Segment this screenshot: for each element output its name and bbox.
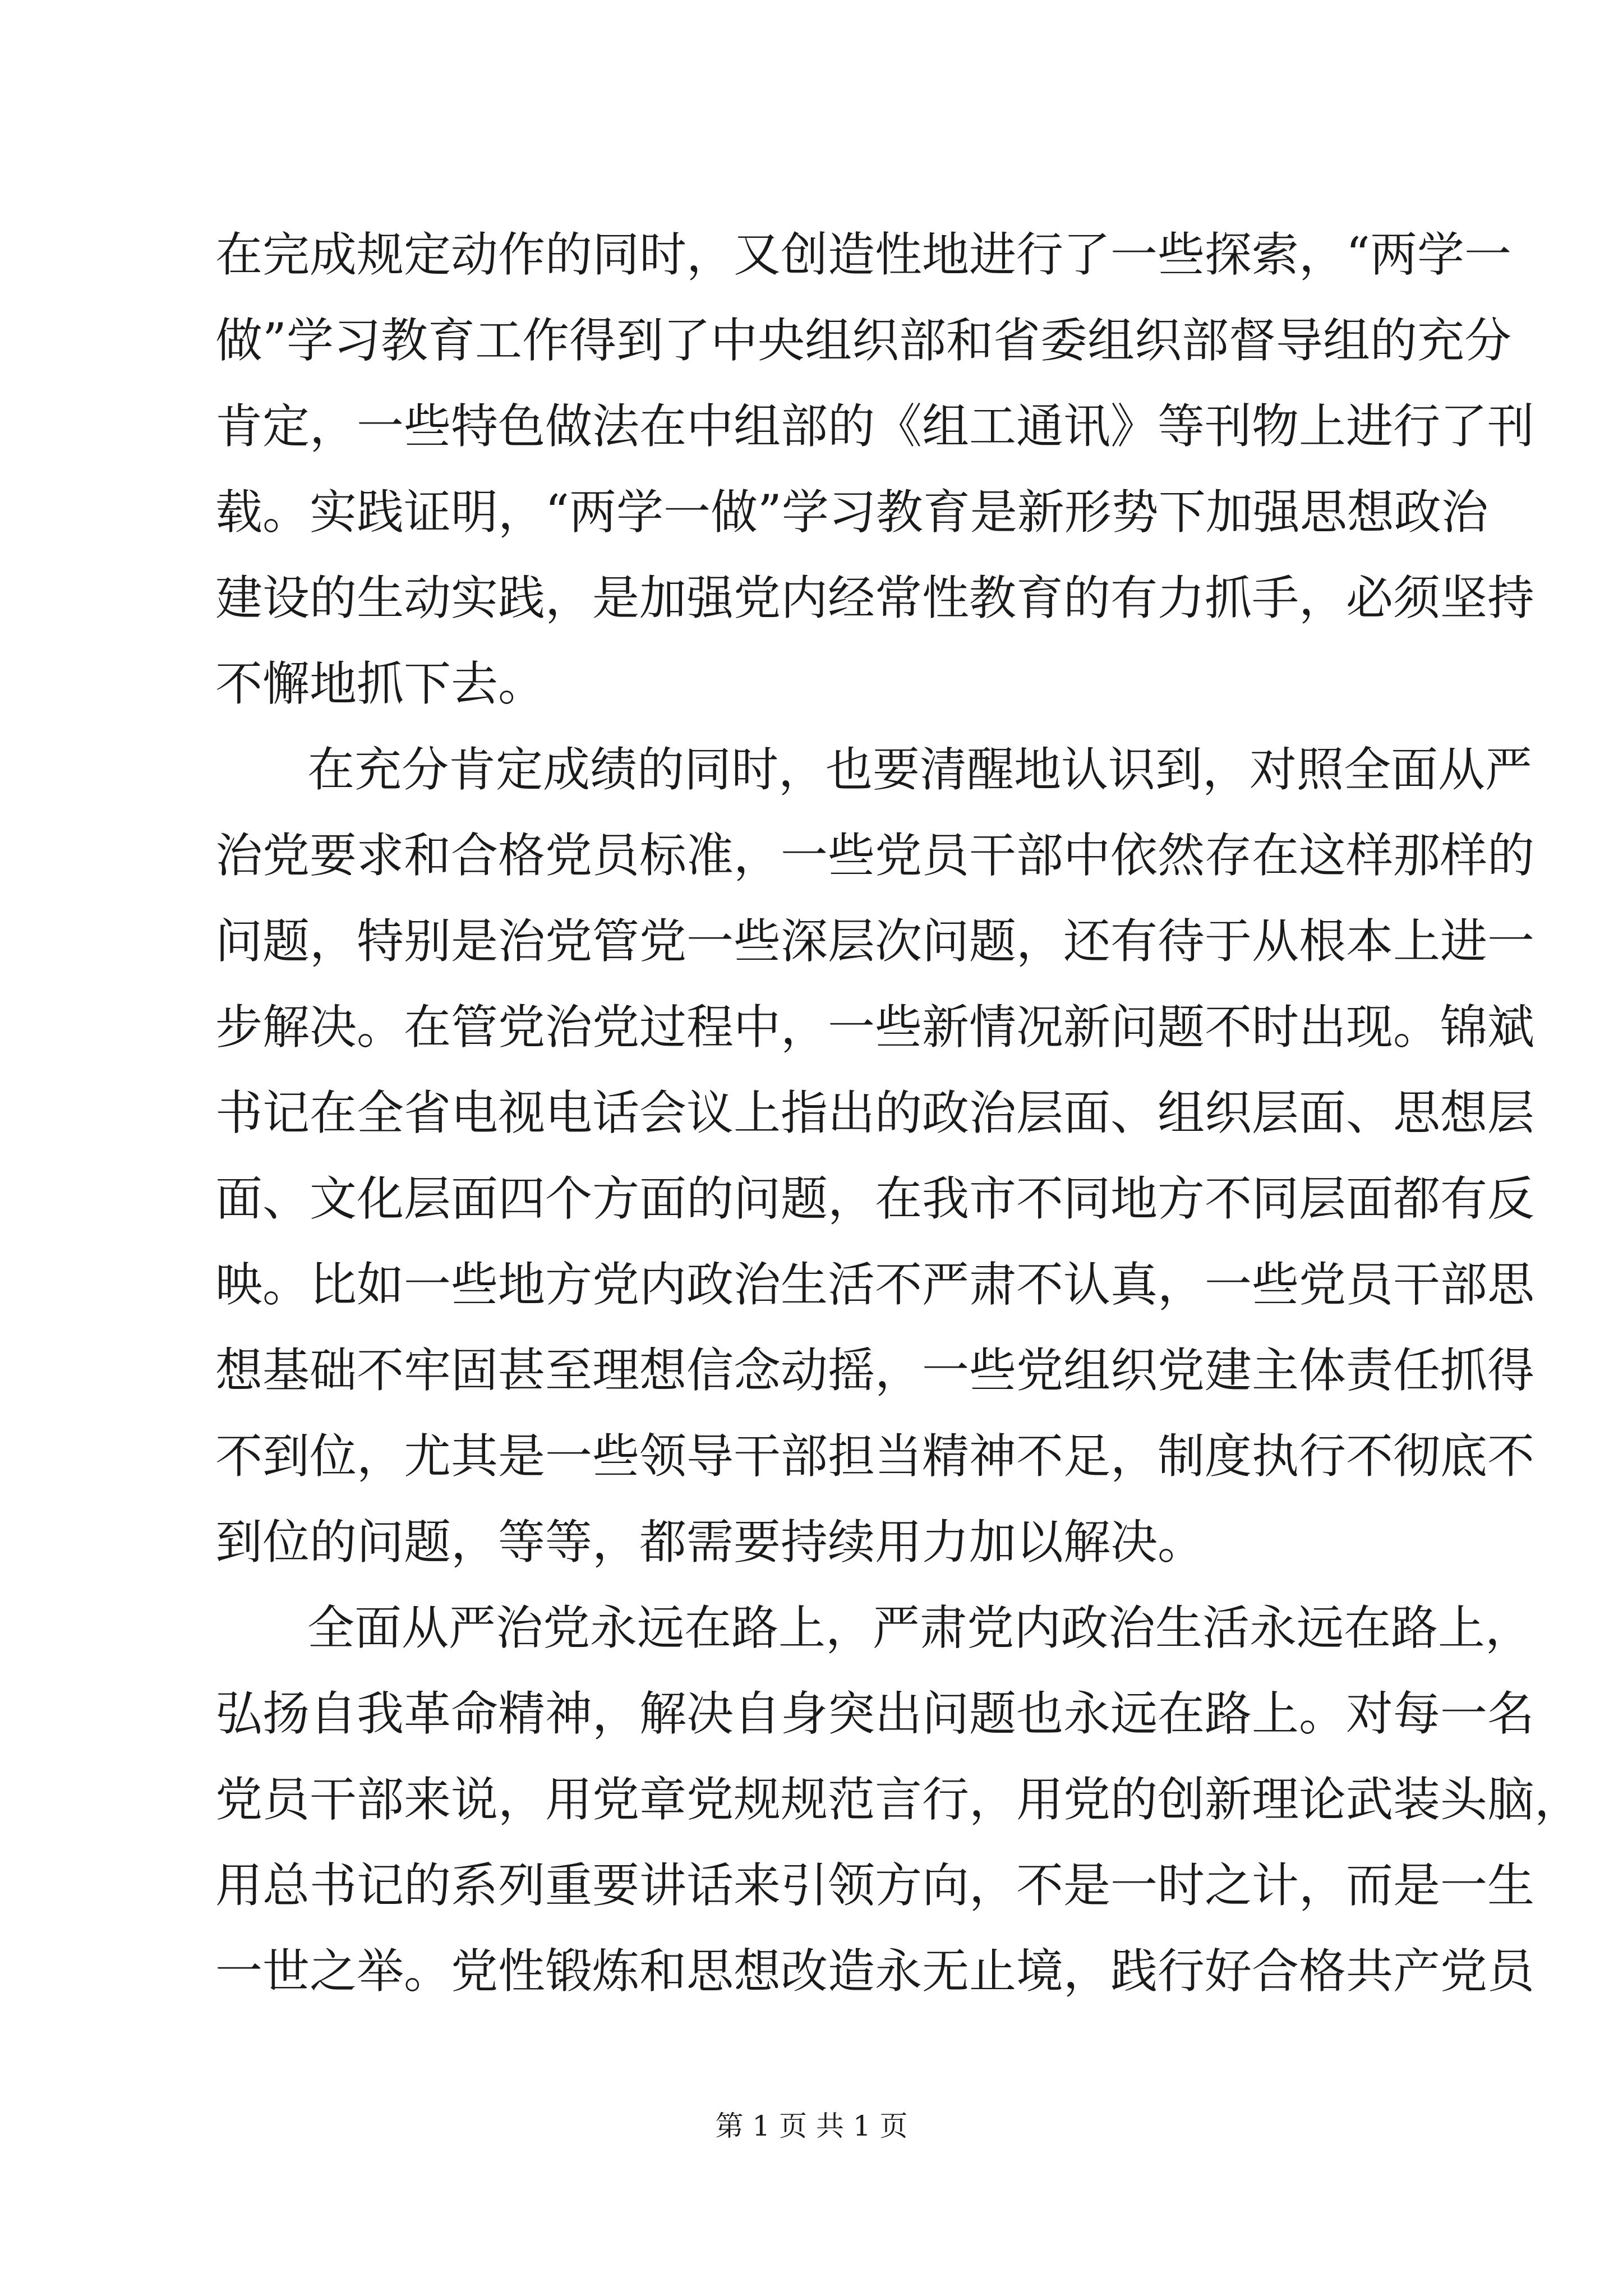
text-line: 步解决。在管党治党过程中，一些新情况新问题不时出现。锦斌 <box>215 1000 1535 1055</box>
text-line: 不懈地抓下去。 <box>215 656 546 711</box>
text-line: 问题，特别是治党管党一些深层次问题，还有待于从根本上进一 <box>215 914 1535 969</box>
text-line: 全面从严治党永远在路上，严肃党内政治生活永远在路上， <box>307 1600 1533 1655</box>
text-line: 到位的问题，等等，都需要持续用力加以解决。 <box>215 1515 1205 1570</box>
text-line: 面、文化层面四个方面的问题，在我市不同地方不同层面都有反 <box>215 1171 1535 1226</box>
text-line: 用总书记的系列重要讲话来引领方向，不是一时之计，而是一生 <box>215 1858 1535 1913</box>
text-line: 肯定，一些特色做法在中组部的《组工通讯》等刊物上进行了刊 <box>215 399 1535 454</box>
text-line: 在完成规定动作的同时，又创造性地进行了一些探索，“两学一 <box>215 227 1511 282</box>
text-line: 做”学习教育工作得到了中央组织部和省委组织部督导组的充分 <box>215 313 1511 368</box>
text-line: 一世之举。党性锻炼和思想改造永无止境，践行好合格共产党员 <box>215 1944 1535 1999</box>
text-line: 想基础不牢固甚至理想信念动摇，一些党组织党建主体责任抓得 <box>215 1343 1535 1398</box>
text-line: 载。实践证明，“两学一做”学习教育是新形势下加强思想政治 <box>215 485 1488 540</box>
text-line: 映。比如一些地方党内政治生活不严肃不认真，一些党员干部思 <box>215 1257 1535 1312</box>
text-line: 党员干部来说，用党章党规规范言行，用党的创新理论武装头脑， <box>215 1772 1582 1827</box>
text-line: 不到位，尤其是一些领导干部担当精神不足，制度执行不彻底不 <box>215 1429 1535 1484</box>
page-number-footer: 第 1 页 共 1 页 <box>715 2110 908 2142</box>
text-line: 书记在全省电视电话会议上指出的政治层面、组织层面、思想层 <box>215 1085 1535 1140</box>
text-line: 在充分肯定成绩的同时，也要清醒地认识到，对照全面从严 <box>307 742 1533 797</box>
text-line: 治党要求和合格党员标准，一些党员干部中依然存在这样那样的 <box>215 828 1535 883</box>
text-line: 弘扬自我革命精神，解决自身突出问题也永远在路上。对每一名 <box>215 1686 1535 1741</box>
text-line: 建设的生动实践，是加强党内经常性教育的有力抓手，必须坚持 <box>215 570 1535 625</box>
